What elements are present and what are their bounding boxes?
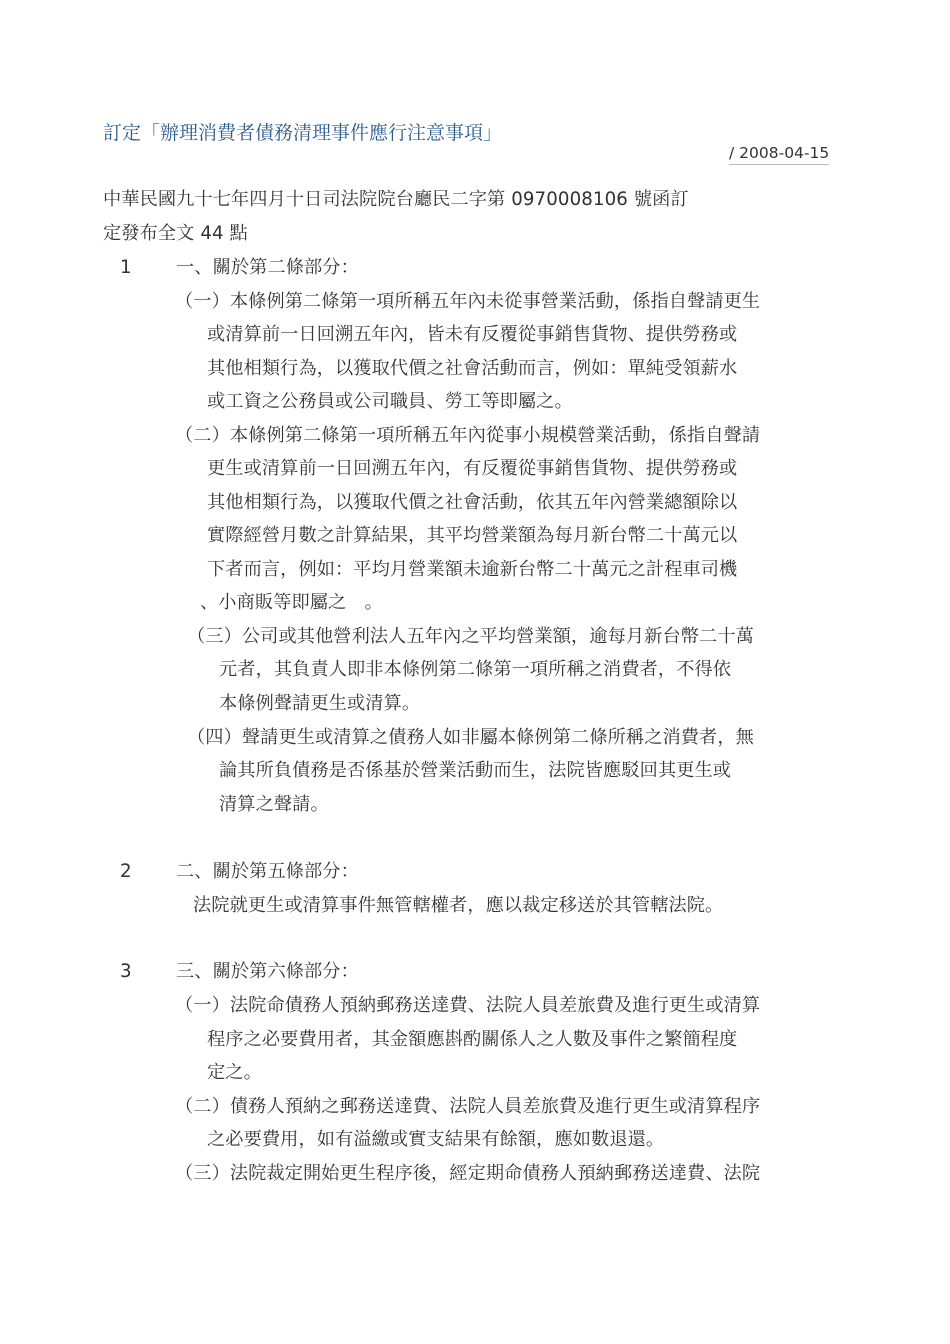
section-item-line: 清算之聲請。 [219,794,329,815]
section-item-line: 實際經營月數之計算結果，其平均營業額為每月新台幣二十萬元以 [207,525,738,546]
section-item-line: （二）債務人預納之郵務送達費、法院人員差旅費及進行更生或清算程序 [175,1096,761,1117]
section-number: 3 [120,961,132,982]
section-item-line: 法院就更生或清算事件無管轄權者，應以裁定移送於其管轄法院。 [193,895,724,916]
section-item-line: 更生或清算前一日回溯五年內，有反覆從事銷售貨物、提供勞務或 [207,458,738,479]
section-item-line: （三）法院裁定開始更生程序後，經定期命債務人預納郵務送達費、法院 [175,1163,761,1184]
section-number: 2 [120,861,132,882]
section-item-line: 之必要費用，如有溢繳或實支結果有餘額，應如數退還。 [207,1129,665,1150]
publish-date [729,144,829,162]
section-item-line: （二）本條例第二條第一項所稱五年內從事小規模營業活動，係指自聲請 [175,425,761,446]
section-heading: 二、關於第五條部分： [176,861,359,882]
section-heading: 一、關於第二條部分： [176,257,359,278]
section-item-line: 其他相類行為，以獲取代價之社會活動而言，例如：單純受領薪水 [207,358,738,379]
section-item-line: 其他相類行為，以獲取代價之社會活動，依其五年內營業總額除以 [207,492,738,513]
section-item-line: 或清算前一日回溯五年內，皆未有反覆從事銷售貨物、提供勞務或 [207,324,738,345]
section-item-line: 論其所負債務是否係基於營業活動而生，法院皆應駁回其更生或 [219,760,732,781]
publish-date-value: / 2008-04-15 [729,144,829,165]
section-item-line: 、小商販等即屬之 。 [200,592,383,613]
section-item-line: 或工資之公務員或公司職員、勞工等即屬之。 [207,391,573,412]
section-item-line: 本條例聲請更生或清算。 [219,693,421,714]
section-item-line: 程序之必要費用者，其金額應斟酌關係人之人數及事件之繁簡程度 [207,1029,738,1050]
section-item-line: （一）本條例第二條第一項所稱五年內未從事營業活動，係指自聲請更生 [175,291,761,312]
intro-line: 定發布全文 44 點 [103,223,248,244]
section-item-line: 定之。 [207,1062,262,1083]
section-item-line: （四）聲請更生或清算之債務人如非屬本條例第二條所稱之消費者，無 [187,727,754,748]
section-item-line: 下者而言，例如：平均月營業額未逾新台幣二十萬元之計程車司機 [207,559,738,580]
section-item-line: （三）公司或其他營利法人五年內之平均營業額，逾每月新台幣二十萬 [187,626,754,647]
section-item-line: 元者，其負責人即非本條例第二條第一項所稱之消費者，不得依 [219,659,732,680]
section-heading: 三、關於第六條部分： [176,961,359,982]
document-title: 訂定「辦理消費者債務清理事件應行注意事項」 [103,122,503,144]
section-number: 1 [120,257,132,278]
section-item-line: （一）法院命債務人預納郵務送達費、法院人員差旅費及進行更生或清算 [175,995,761,1016]
intro-line: 中華民國九十七年四月十日司法院院台廳民二字第 0970008106 號函訂 [103,189,689,210]
